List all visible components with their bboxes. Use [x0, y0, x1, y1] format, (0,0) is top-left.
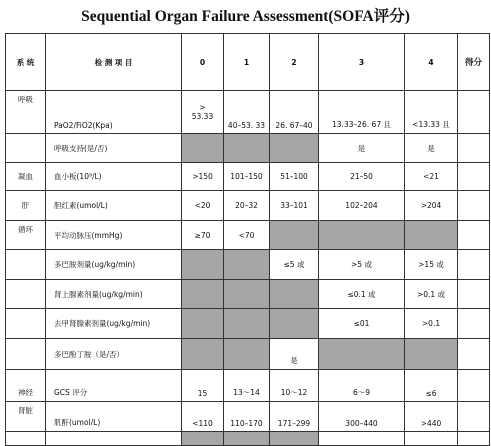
shaded-cell — [270, 280, 319, 309]
item-cell: 呼吸支持(是/否) — [46, 134, 182, 163]
value-cell: >204 — [405, 191, 458, 221]
system-cell: 肾脏 — [6, 402, 46, 432]
table-row — [6, 91, 490, 134]
system-cell — [6, 250, 46, 280]
item-cell: 肌酐(umol/L) — [46, 402, 182, 432]
value-cell: 21–50 — [319, 163, 405, 191]
value-cell: >0.1 或 — [405, 280, 458, 309]
shaded-cell — [182, 432, 224, 446]
value-cell: <21 — [405, 163, 458, 191]
table-row — [6, 432, 490, 446]
shaded-cell — [182, 280, 224, 309]
item-cell: 多巴酚丁胺（是/否） — [46, 339, 182, 370]
table-row — [6, 402, 490, 432]
table-row — [6, 280, 490, 309]
shaded-cell — [270, 432, 319, 446]
table-row — [6, 339, 490, 370]
sofa-table — [5, 33, 490, 446]
table-row — [6, 309, 490, 339]
system-cell: 神经 — [6, 370, 46, 402]
value-cell: 13～14 — [224, 370, 270, 402]
value-cell: <70 — [224, 221, 270, 250]
system-cell — [6, 309, 46, 339]
header-score-0: 0 — [182, 34, 224, 91]
shaded-cell — [270, 309, 319, 339]
shaded-cell — [182, 309, 224, 339]
score-cell — [458, 309, 490, 339]
system-cell — [6, 280, 46, 309]
header-score-4: 4 — [405, 34, 458, 91]
score-cell — [458, 163, 490, 191]
shaded-cell — [224, 250, 270, 280]
value-cell: 是 — [319, 134, 405, 163]
value-cell: ≤5 或 — [270, 250, 319, 280]
value-cell — [405, 432, 458, 446]
value-cell: >5 或 — [319, 250, 405, 280]
table-row — [6, 370, 490, 402]
score-cell — [458, 221, 490, 250]
value-cell: <13.33 且 — [405, 91, 458, 134]
value-cell: 101–150 — [224, 163, 270, 191]
value-cell: >440 — [405, 402, 458, 432]
table-row — [6, 163, 490, 191]
value-cell: 是 — [270, 339, 319, 370]
item-cell — [46, 432, 182, 446]
item-cell: PaO2/FiO2(Kpa) — [46, 91, 182, 134]
shaded-cell — [319, 221, 405, 250]
value-cell: 171–299 — [270, 402, 319, 432]
system-cell: 凝血 — [6, 163, 46, 191]
value-cell — [182, 91, 224, 134]
value-line: > — [199, 103, 206, 112]
value-cell: 6～9 — [319, 370, 405, 402]
system-cell — [6, 134, 46, 163]
value-cell: >0.1 — [405, 309, 458, 339]
header-system: 系 统 — [6, 34, 46, 91]
value-cell: 40–53. 33 — [224, 91, 270, 134]
score-cell — [458, 370, 490, 402]
value-cell: 102–204 — [319, 191, 405, 221]
value-cell — [319, 432, 405, 446]
value-cell: >150 — [182, 163, 224, 191]
value-cell: 33–101 — [270, 191, 319, 221]
score-cell — [458, 339, 490, 370]
table-row — [6, 134, 490, 163]
header-score-1: 1 — [224, 34, 270, 91]
shaded-cell — [224, 280, 270, 309]
system-cell — [6, 339, 46, 370]
score-cell — [458, 91, 490, 134]
score-cell — [458, 280, 490, 309]
shaded-cell — [224, 432, 270, 446]
shaded-cell — [182, 250, 224, 280]
value-cell: ≤0.1 或 — [319, 280, 405, 309]
value-cell: 13.33–26. 67 且 — [319, 91, 405, 134]
value-cell: ≥70 — [182, 221, 224, 250]
value-cell: <20 — [182, 191, 224, 221]
table-row — [6, 250, 490, 280]
header-row — [6, 34, 490, 91]
value-cell: ≤6 — [405, 370, 458, 402]
shaded-cell — [270, 221, 319, 250]
shaded-cell — [319, 339, 405, 370]
shaded-cell — [182, 134, 224, 163]
table-row — [6, 191, 490, 221]
system-cell: 肝 — [6, 191, 46, 221]
value-cell: 51–100 — [270, 163, 319, 191]
shaded-cell — [224, 309, 270, 339]
item-cell: 血小板(10⁹/L) — [46, 163, 182, 191]
item-cell: 平均动脉压(mmHg) — [46, 221, 182, 250]
value-cell: 110–170 — [224, 402, 270, 432]
table-row — [6, 221, 490, 250]
score-cell — [458, 191, 490, 221]
value-cell: >15 或 — [405, 250, 458, 280]
item-cell: 肾上腺素剂量(ug/kg/min) — [46, 280, 182, 309]
value-cell: 300–440 — [319, 402, 405, 432]
score-cell — [458, 250, 490, 280]
header-total-score: 得分 — [458, 34, 490, 91]
value-cell: ≤01 — [319, 309, 405, 339]
system-cell — [6, 432, 46, 446]
shaded-cell — [224, 134, 270, 163]
score-cell — [458, 402, 490, 432]
header-score-2: 2 — [270, 34, 319, 91]
item-cell: GCS 评分 — [46, 370, 182, 402]
header-item: 检 测 项 目 — [46, 34, 182, 91]
system-cell: 呼吸 — [6, 91, 46, 134]
shaded-cell — [405, 339, 458, 370]
value-cell: 10～12 — [270, 370, 319, 402]
shaded-cell — [405, 221, 458, 250]
shaded-cell — [182, 339, 224, 370]
item-cell: 多巴胺剂量(ug/kg/min) — [46, 250, 182, 280]
shaded-cell — [270, 134, 319, 163]
item-cell: 胆红素(umol/L) — [46, 191, 182, 221]
score-cell — [458, 432, 490, 446]
value-cell: 是 — [405, 134, 458, 163]
shaded-cell — [224, 339, 270, 370]
score-cell — [458, 134, 490, 163]
system-cell: 循环 — [6, 221, 46, 250]
page-title: Sequential Organ Failure Assessment(SOFA评分) — [81, 8, 410, 25]
value-cell: 20–32 — [224, 191, 270, 221]
value-cell: 15 — [182, 370, 224, 402]
value-cell: 26. 67–40 — [270, 91, 319, 134]
value-line: 53.33 — [191, 112, 214, 121]
value-cell: <110 — [182, 402, 224, 432]
item-cell: 去甲肾腺素剂量(ug/kg/min) — [46, 309, 182, 339]
header-score-3: 3 — [319, 34, 405, 91]
